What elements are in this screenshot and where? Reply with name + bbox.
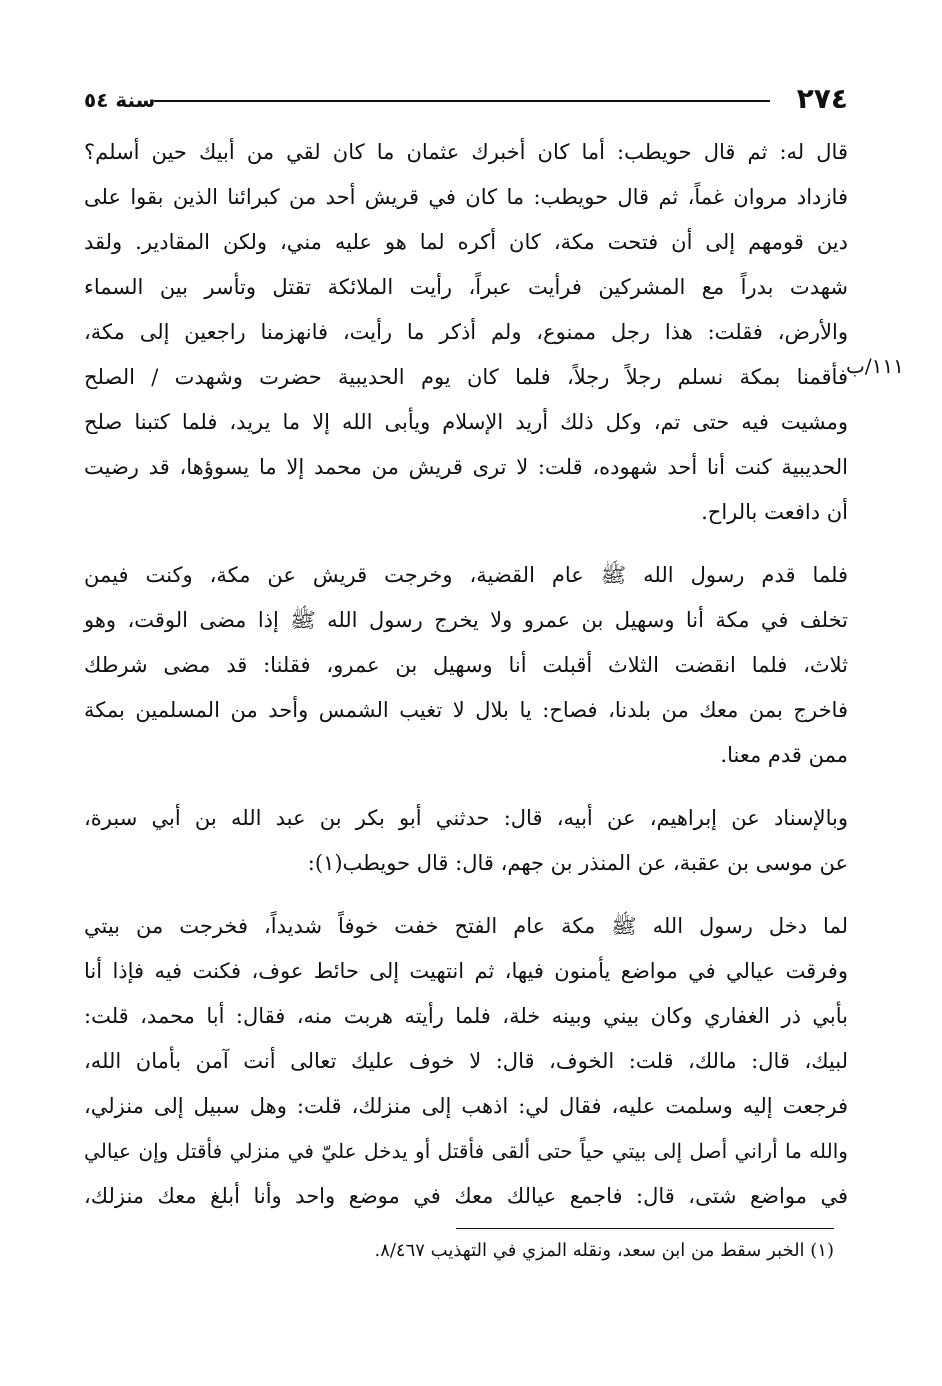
text-line: فأقمنا بمكة نسلم رجلاً رجلاً، فلما كان يوم الحديبية حضرت وشهدت / الصلح — [84, 365, 848, 389]
page-number: ٢٧٤ — [796, 82, 848, 115]
text-line: دين قومهم إلى أن فتحت مكة، كان أكره لما هو عليه مني، ولكن المقادير. ولقد — [84, 230, 848, 254]
page-header — [84, 82, 848, 118]
footnote: (١) الخبر سقط من ابن سعد، ونقله المزي في التهذيب ٨/٤٦٧. — [374, 1240, 834, 1261]
text-line: والله ما أراني أصل إلى بيتي حياً حتى ألقى فأقتل أو يدخل عليّ في منزلي فأقتل وإن عيالي — [84, 1139, 848, 1163]
text-line: ثلاث، فلما انقضت الثلاث أقبلت أنا وسهيل بن عمرو، فقلنا: قد مضى شرطك — [84, 653, 848, 677]
text-line: والأرض، فقلت: هذا رجل ممنوع، ولم أذكر ما رأيت، فانهزمنا راجعين إلى مكة، — [84, 320, 848, 344]
text-line: فلما قدم رسول الله ﷺ عام القضية، وخرجت قريش عن مكة، وكنت فيمن — [84, 563, 848, 587]
text-line: الحديبية كنت أنا أحد شهوده، قلت: لا ترى قريش من محمد إلا ما يسوؤها، قد رضيت — [84, 455, 848, 479]
text-line: لبيك، قال: مالك، قلت: الخوف، قال: لا خوف عليك تعالى أنت آمن بأمان الله، — [84, 1049, 848, 1073]
paragraph-1 — [84, 130, 848, 535]
text-line: وفرقت عيالي في مواضع يأمنون فيها، ثم انتهيت إلى حائط عوف، فكنت فيه فإذا أنا — [84, 959, 848, 983]
text-line: عن موسى بن عقبة، عن المنذر بن جهم، قال: قال حويطب(١): — [307, 851, 848, 875]
paragraph-2 — [84, 553, 848, 778]
footnote-rule — [456, 1228, 834, 1229]
text-line: أن دافعت بالراح. — [701, 500, 848, 524]
text-line: ومشيت فيه حتى تم، وكل ذلك أريد الإسلام ويأبى الله إلا ما يريد، فلما كتبنا صلح — [84, 410, 848, 434]
text-line: تخلف في مكة أنا وسهيل بن عمرو ولا يخرج رسول الله ﷺ إذا مضى الوقت، وهو — [84, 608, 848, 632]
main-text — [84, 130, 848, 1237]
margin-folio-marker: ١١١/ب — [846, 354, 904, 378]
header-rule — [154, 100, 770, 102]
text-line: لما دخل رسول الله ﷺ مكة عام الفتح خفت خوفاً شديداً، فخرجت من بيتي — [84, 914, 848, 938]
text-line: ممن قدم معنا. — [720, 743, 848, 767]
text-line: في مواضع شتى، قال: فاجمع عيالك معك في موضع واحد وأنا أبلغ معك منزلك، — [84, 1184, 848, 1208]
text-line: شهدت بدراً مع المشركين فرأيت عبراً، رأيت الملائكة تقتل وتأسر بين السماء — [84, 275, 848, 299]
text-line: فرجعت إليه وسلمت عليه، فقال لي: اذهب إلى منزلك، قلت: وهل سبيل إلى منزلي، — [84, 1094, 848, 1118]
paragraph-4 — [84, 904, 848, 1219]
text-line: فاخرج بمن معك من بلدنا، فصاح: يا بلال لا تغيب الشمس وأحد من المسلمين بمكة — [84, 698, 848, 722]
text-line: فازداد مروان غماً، ثم قال حويطب: ما كان في قريش أحد من كبرائنا الذين بقوا على — [84, 185, 848, 209]
paragraph-3 — [84, 796, 848, 886]
text-line: قال له: ثم قال حويطب: أما كان أخبرك عثمان ما كان لقي من أبيك حين أسلم؟ — [84, 140, 848, 164]
text-line: وبالإسناد عن إبراهيم، عن أبيه، قال: حدثني أبو بكر بن عبد الله بن أبي سبرة، — [84, 806, 848, 830]
text-line: بأبي ذر الغفاري وكان بيني وبينه خلة، فلما رأيته هربت منه، فقال: أبا محمد، قلت: — [84, 1004, 848, 1028]
year-label: سنة ٥٤ — [84, 88, 156, 112]
